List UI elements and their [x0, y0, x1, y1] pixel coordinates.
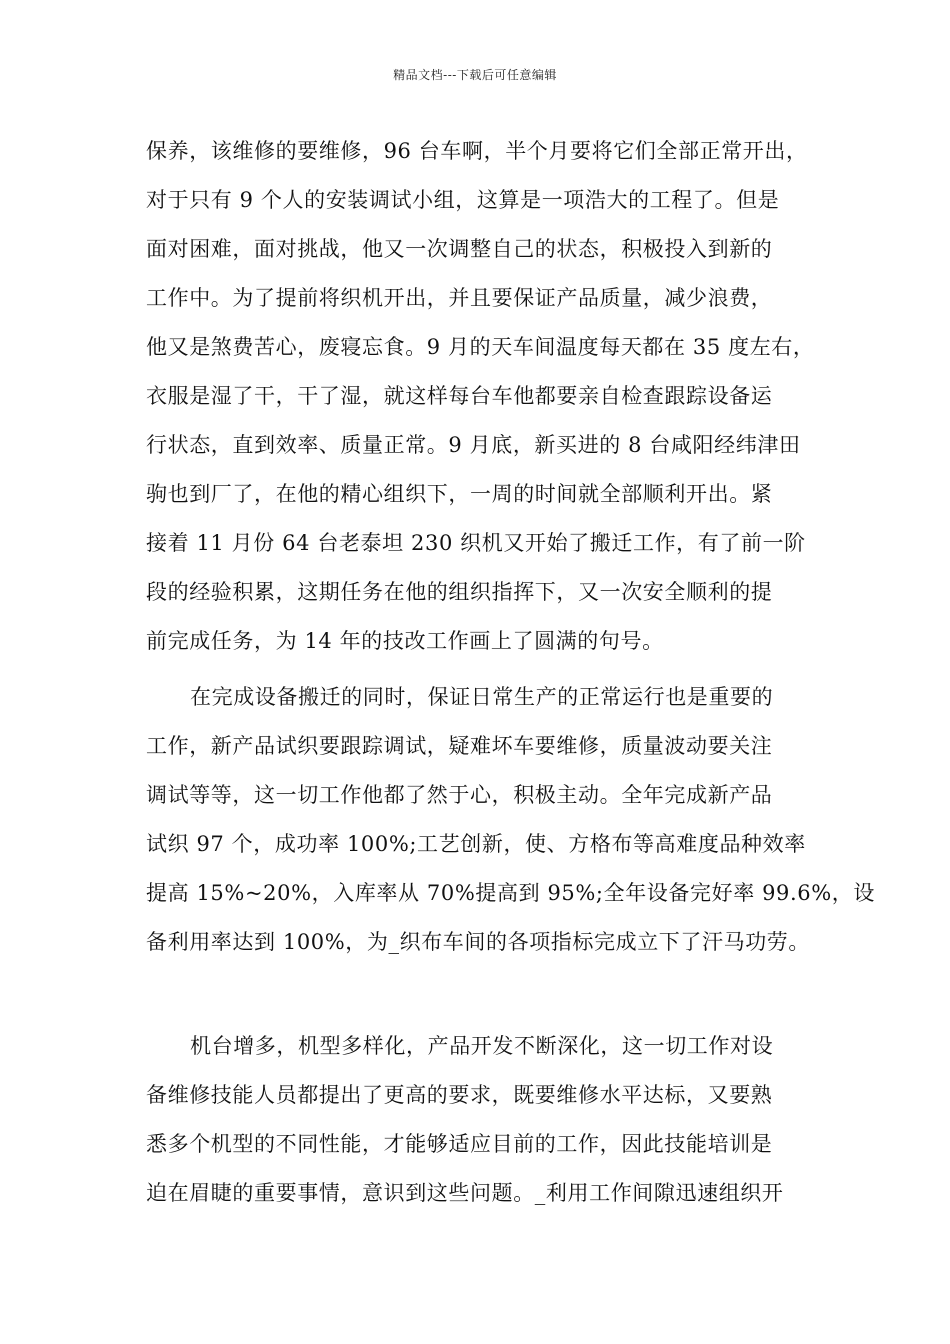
- text-line: 保养，该维修的要维修，96 台车啊，半个月要将它们全部正常开出，: [146, 139, 808, 163]
- text-line: 备维修技能人员都提出了更高的要求，既要维修水平达标，又要熟: [146, 1083, 773, 1107]
- text-line: 行状态，直到效率、质量正常。9 月底，新买进的 8 台咸阳经纬津田: [146, 433, 801, 457]
- text-line: 机台增多，机型多样化，产品开发不断深化，这一切工作对设: [190, 1034, 774, 1058]
- text-line: 悉多个机型的不同性能，才能够适应目前的工作，因此技能培训是: [146, 1132, 773, 1156]
- text-line: 调试等等，这一切工作他都了然于心，积极主动。全年完成新产品: [146, 783, 773, 807]
- text-line: 迫在眉睫的重要事情，意识到这些问题。_利用工作间隙迅速组织开: [146, 1181, 784, 1205]
- text-line: 面对困难，面对挑战，他又一次调整自己的状态，积极投入到新的: [146, 237, 773, 261]
- text-line: 提高 15%~20%，入库率从 70%提高到 95%;全年设备完好率 99.6%，设: [146, 881, 875, 905]
- text-line: 段的经验积累，这期任务在他的组织指挥下，又一次安全顺利的提: [146, 580, 773, 604]
- paragraph-3: [146, 1022, 826, 1218]
- text-line: 试织 97 个，成功率 100%;工艺创新，使、方格布等高难度品种效率: [146, 832, 806, 856]
- text-line: 接着 11 月份 64 台老泰坦 230 织机又开始了搬迁工作，有了前一阶: [146, 531, 806, 555]
- page-header: 精品文档---下载后可任意编辑: [393, 68, 557, 82]
- text-line: 对于只有 9 个人的安装调试小组，这算是一项浩大的工程了。但是: [146, 188, 780, 212]
- text-line: 备利用率达到 100%，为_织布车间的各项指标完成立下了汗马功劳。: [146, 930, 811, 954]
- text-line: 驹也到厂了，在他的精心组织下，一周的时间就全部顺利开出。紧: [146, 482, 773, 506]
- text-line: 在完成设备搬迁的同时，保证日常生产的正常运行也是重要的: [190, 685, 774, 709]
- text-line: 工作中。为了提前将织机开出，并且要保证产品质量，减少浪费，: [146, 286, 773, 310]
- text-line: 前完成任务，为 14 年的技改工作画上了圆满的句号。: [146, 629, 664, 653]
- text-line: 工作，新产品试织要跟踪调试，疑难坏车要维修，质量波动要关注: [146, 734, 773, 758]
- text-line: 衣服是湿了干，干了湿，就这样每台车他都要亲自检查跟踪设备运: [146, 384, 773, 408]
- text-line: 他又是煞费苦心，废寝忘食。9 月的天车间温度每天都在 35 度左右，: [146, 335, 815, 359]
- paragraph-1: [146, 127, 826, 666]
- paragraph-2: [146, 673, 875, 967]
